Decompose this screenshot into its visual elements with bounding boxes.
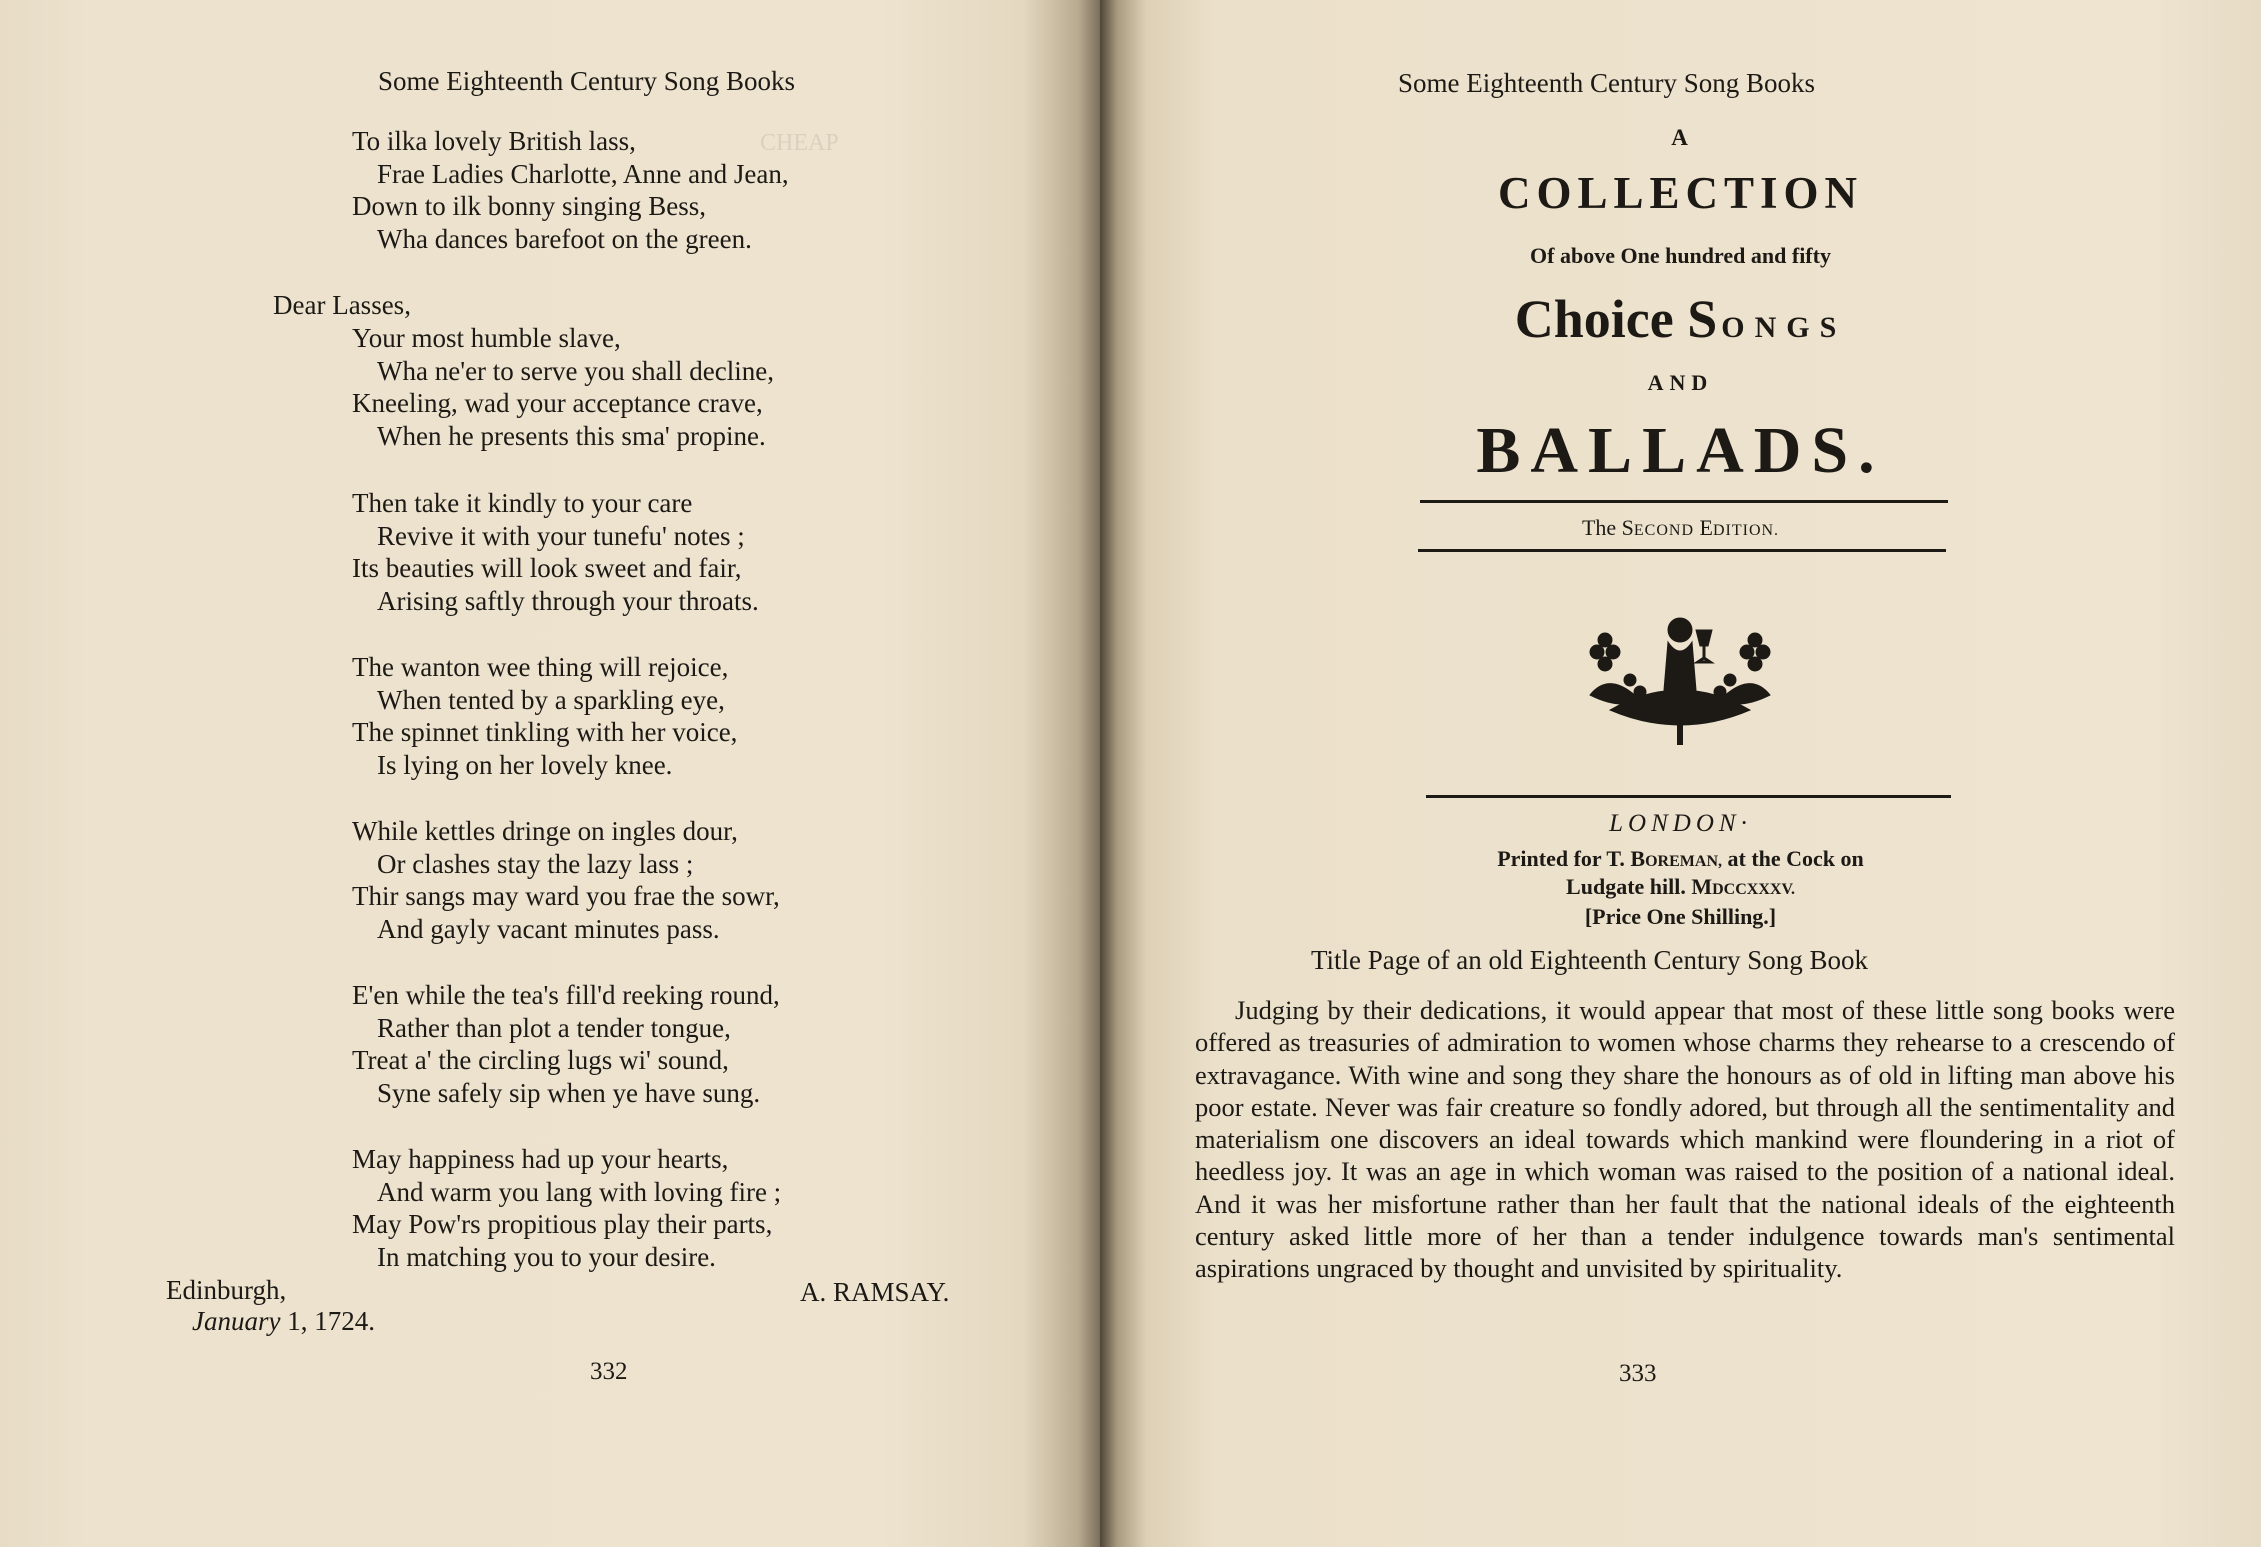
stanza-2 bbox=[352, 322, 774, 452]
verse-line: May happiness had up your hearts, bbox=[352, 1144, 729, 1174]
verse-line: Your most humble slave, bbox=[352, 323, 621, 353]
verse-line: Is lying on her lovely knee. bbox=[377, 749, 673, 780]
woodcut-ornament-icon bbox=[1550, 600, 1810, 750]
verse-line: To ilka lovely British lass, bbox=[352, 126, 636, 156]
paragraph-text: Judging by their dedications, it would appear that most of these little song books were offered as treasuries of admiration to women whose charms they rehearse to a crescendo of extravagance. With wine and song they share the honours as of old in lifting man above his poor estate. Never was fair creature so fondly adored, but through all the sentimentality and materialism one discovers an ideal towards which mankind were floundering in a riot of heedless joy. It was an age in which woman was raised to the position of a national ideal. And it was her misfortune rather than her fault that the national ideals of the eighteenth century asked little more of her than a tender indulgence towards man's sentimental aspirations ungraced by thought and unvisited by spirituality. bbox=[1195, 995, 2175, 1284]
title-a: A bbox=[1671, 125, 1690, 150]
verse-line: Its beauties will look sweet and fair, bbox=[352, 553, 742, 583]
verse-line: Wha ne'er to serve you shall decline, bbox=[377, 355, 774, 386]
edition-e: E bbox=[1699, 515, 1713, 540]
edition-s: S bbox=[1621, 515, 1634, 540]
stanza-3 bbox=[352, 487, 759, 617]
verse-line: Arising saftly through your throats. bbox=[377, 585, 759, 616]
page-number-left: 332 bbox=[590, 1358, 628, 1385]
verse-line: The wanton wee thing will rejoice, bbox=[352, 652, 729, 682]
verse-line: Or clashes stay the lazy lass ; bbox=[377, 848, 694, 879]
verse-line: And warm you lang with loving fire ; bbox=[377, 1176, 782, 1207]
verse-line: When he presents this sma' propine. bbox=[377, 420, 766, 451]
date-rest: 1, 1724. bbox=[287, 1306, 375, 1336]
printed-b: B bbox=[1630, 846, 1646, 871]
edition-the: The bbox=[1581, 515, 1617, 540]
verse-line: Thir sangs may ward you frae the sowr, bbox=[352, 881, 780, 911]
title-subtitle: Of above One hundred and fifty bbox=[1530, 243, 1831, 268]
verse-line: E'en while the tea's fill'd reeking round, bbox=[352, 980, 780, 1010]
date-month: January bbox=[192, 1306, 281, 1336]
stanza-1 bbox=[352, 125, 789, 255]
left-page bbox=[0, 0, 1100, 1547]
salutation: Dear Lasses, bbox=[273, 290, 411, 320]
title-and: AND bbox=[1647, 370, 1714, 395]
verse-line: Treat a' the circling lugs wi' sound, bbox=[352, 1045, 729, 1075]
verse-line: Frae Ladies Charlotte, Anne and Jean, bbox=[377, 158, 789, 189]
printed-ludgate: Ludgate hill. bbox=[1566, 874, 1692, 899]
printed-a: Printed for T. bbox=[1497, 846, 1631, 871]
title-edition bbox=[1100, 515, 2261, 541]
verse-line: While kettles dringe on ingles dour, bbox=[352, 816, 738, 846]
verse-line: Then take it kindly to your care bbox=[352, 488, 693, 518]
stanza-7 bbox=[352, 1143, 781, 1273]
page-number-right: 333 bbox=[1619, 1360, 1657, 1387]
show-through-text: CHEAP bbox=[760, 130, 839, 156]
verse-line: In matching you to your desire. bbox=[377, 1241, 716, 1272]
verse-line: Wha dances barefoot on the green. bbox=[377, 223, 752, 254]
title-songs-rest: ONGS bbox=[1721, 311, 1847, 344]
title-collection: COLLECTION bbox=[1497, 168, 1864, 218]
edition-dition: DITION. bbox=[1712, 522, 1780, 539]
body-paragraph bbox=[1195, 994, 2175, 1285]
figure-caption: Title Page of an old Eighteenth Century Song Book bbox=[1311, 945, 1868, 975]
verse-line: When tented by a sparkling eye, bbox=[377, 684, 725, 715]
title-ballads: BALLADS. bbox=[1476, 414, 1885, 487]
stanza-5 bbox=[352, 815, 780, 945]
verse-line: May Pow'rs propitious play their parts, bbox=[352, 1209, 773, 1239]
signoff-place: Edinburgh, bbox=[166, 1275, 287, 1305]
title-choice: Choice bbox=[1514, 289, 1674, 349]
printed-c: at the Cock on bbox=[1722, 846, 1864, 871]
running-head-left: Some Eighteenth Century Song Books bbox=[378, 66, 795, 96]
title-songs-initial: S bbox=[1687, 289, 1722, 349]
signature: A. RAMSAY. bbox=[800, 1277, 950, 1307]
verse-line: Syne safely sip when ye have sung. bbox=[377, 1077, 761, 1108]
right-page bbox=[1100, 0, 2261, 1547]
verse-line: The spinnet tinkling with her voice, bbox=[352, 717, 738, 747]
printed-dccxxxv: DCCXXXV. bbox=[1712, 881, 1795, 898]
title-rule-top bbox=[1420, 500, 1948, 503]
title-rule-imprint bbox=[1426, 795, 1951, 798]
title-price: [Price One Shilling.] bbox=[1584, 904, 1777, 929]
printed-oreman: OREMAN, bbox=[1645, 853, 1722, 870]
signoff-date bbox=[192, 1306, 375, 1337]
verse-line: Revive it with your tunefu' notes ; bbox=[377, 520, 745, 551]
title-choice-songs bbox=[1100, 288, 2261, 350]
printed-m: M bbox=[1691, 874, 1713, 899]
stanza-6 bbox=[352, 979, 780, 1109]
stanza-4 bbox=[352, 651, 737, 781]
title-printed-line1 bbox=[1100, 846, 2261, 872]
verse-line: Kneeling, wad your acceptance crave, bbox=[352, 388, 763, 418]
running-head-right: Some Eighteenth Century Song Books bbox=[1398, 68, 1815, 98]
verse-line: Down to ilk bonny singing Bess, bbox=[352, 191, 707, 221]
verse-line: Rather than plot a tender tongue, bbox=[377, 1012, 731, 1043]
edition-econd: ECOND bbox=[1633, 522, 1694, 539]
verse-line: And gayly vacant minutes pass. bbox=[377, 913, 720, 944]
title-printed-line2 bbox=[1100, 874, 2261, 900]
title-london: LONDON· bbox=[1609, 810, 1752, 837]
title-rule-bottom bbox=[1418, 549, 1946, 552]
